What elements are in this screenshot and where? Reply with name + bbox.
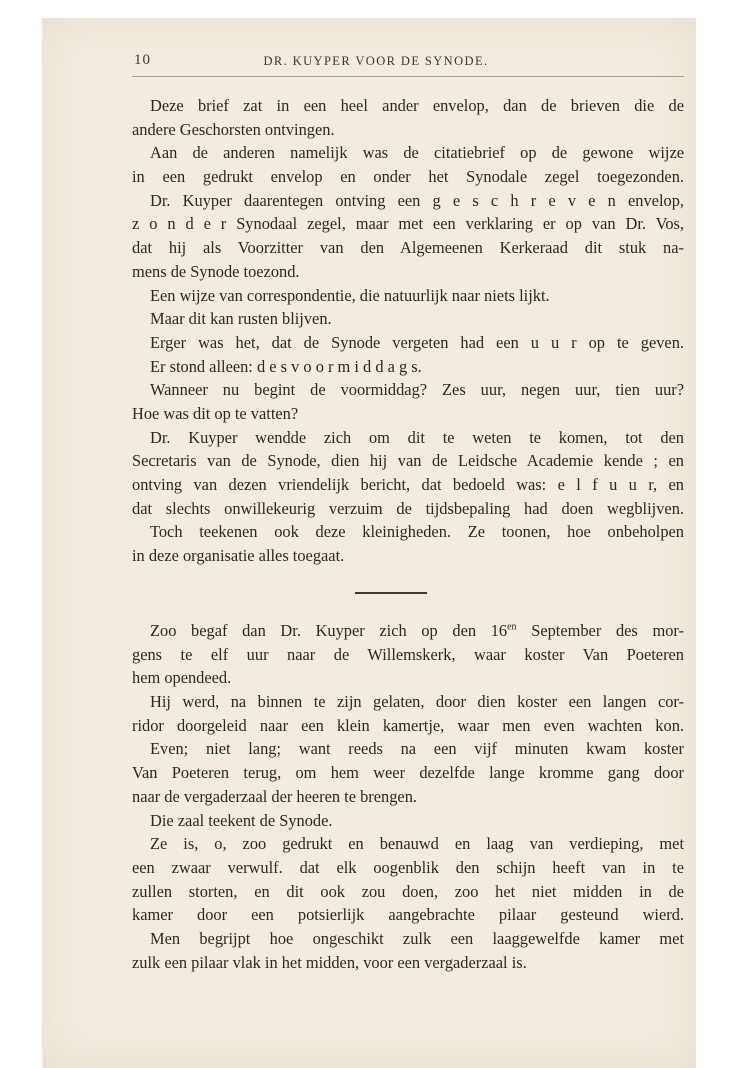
text-line: ridor doorgeleid naar een klein kamertje, waar men even wachten kon. [132, 715, 684, 735]
text-line: Ze is, o, zoo gedrukt en benauwd en laag van verdieping, met [150, 834, 684, 854]
text-line: Aan de anderen namelijk was de citatiebrief op de gewone wijze [150, 143, 684, 163]
section-2-text [132, 619, 684, 974]
text-line: andere Geschorsten ontvingen. [132, 119, 335, 139]
text-line: Hoe was dit op te vatten? [132, 403, 299, 423]
text-line: mens de Synode toezond. [132, 261, 300, 281]
text-line: dat hij als Voorzitter van den Algemeenen Kerkeraad dit stuk na- [132, 238, 684, 258]
text-line: Van Poeteren terug, om hem weer dezelfde lange kromme gang door [132, 763, 684, 783]
text-line: zulk een pilaar vlak in het midden, voor een vergaderzaal is. [132, 952, 527, 972]
text-line: Die zaal teekent de Synode. [150, 810, 333, 830]
text-line: in een gedrukt envelop en onder het Synodale zegel toegezonden. [132, 167, 684, 187]
text-line: Maar dit kan rusten blijven. [150, 309, 332, 329]
text-line: z o n d e r Synodaal zegel, maar met een verklaring er op van Dr. Vos, [132, 214, 684, 234]
text-fragment: Zoo begaf dan Dr. Kuyper zich op den 16 [150, 621, 508, 640]
text-line: Dr. Kuyper daarentegen ontving een g e s c h r e v e n envelop, [150, 190, 684, 210]
text-fragment: September des mor- [516, 621, 684, 640]
page-header [96, 52, 656, 74]
text-line: Deze brief zat in een heel ander envelop, dan de brieven die de [150, 96, 684, 115]
text-line: in deze organisatie alles toegaat. [132, 546, 345, 566]
running-title: DR. KUYPER VOOR DE SYNODE. [263, 54, 489, 68]
text-line: Hij werd, na binnen te zijn gelaten, door dien koster een langen cor- [150, 692, 684, 712]
text-line: Wanneer nu begint de voormiddag? Zes uur, negen uur, tien uur? [150, 380, 684, 400]
text-line: kamer door een potsierlijk aangebrachte pilaar gesteund wierd. [132, 905, 684, 925]
text-line: Een wijze van correspondentie, die natuurlijk naar niets lijkt. [150, 285, 550, 305]
text-line: Toch teekenen ook deze kleinigheden. Ze toonen, hoe onbeholpen [150, 522, 684, 542]
page-number: 10 [134, 52, 151, 68]
text-line: ontving van dezen vriendelijk bericht, dat bedoeld was: e l f u u r, en [132, 475, 684, 494]
text-line: Men begrijpt hoe ongeschikt zulk een laaggewelfde kamer met [150, 928, 684, 948]
text-line [132, 619, 684, 643]
text-line: een zwaar verwulf. dat elk oogenblik den schijn heeft van in te [132, 857, 684, 877]
text-line: Er stond alleen: d e s v o o r m i d d a g s. [150, 356, 422, 376]
text-line: hem opendeed. [132, 668, 232, 688]
header-rule [132, 76, 684, 77]
text-line: Erger was het, dat de Synode vergeten had een u u r op te geven. [150, 332, 684, 352]
ordinal-superscript: en [507, 621, 517, 633]
text-line: naar de vergaderzaal der heeren te brengen. [132, 786, 417, 806]
text-line: zullen storten, en dit ook zou doen, zoo het niet midden in de [132, 881, 684, 901]
text-line: gens te elf uur naar de Willemskerk, waar koster Van Poeteren [132, 644, 684, 664]
section-1-text [132, 94, 684, 568]
section-divider [355, 592, 427, 594]
text-line: Even; niet lang; want reeds na een vijf minuten kwam koster [150, 739, 684, 759]
text-line: Secretaris van de Synode, dien hij van de Leidsche Academie kende ; en [132, 451, 684, 471]
text-line: dat slechts onwillekeurig verzuim de tijdsbepaling had doen wegblijven. [132, 498, 684, 518]
text-line: Dr. Kuyper wendde zich om dit te weten te komen, tot den [150, 427, 684, 447]
